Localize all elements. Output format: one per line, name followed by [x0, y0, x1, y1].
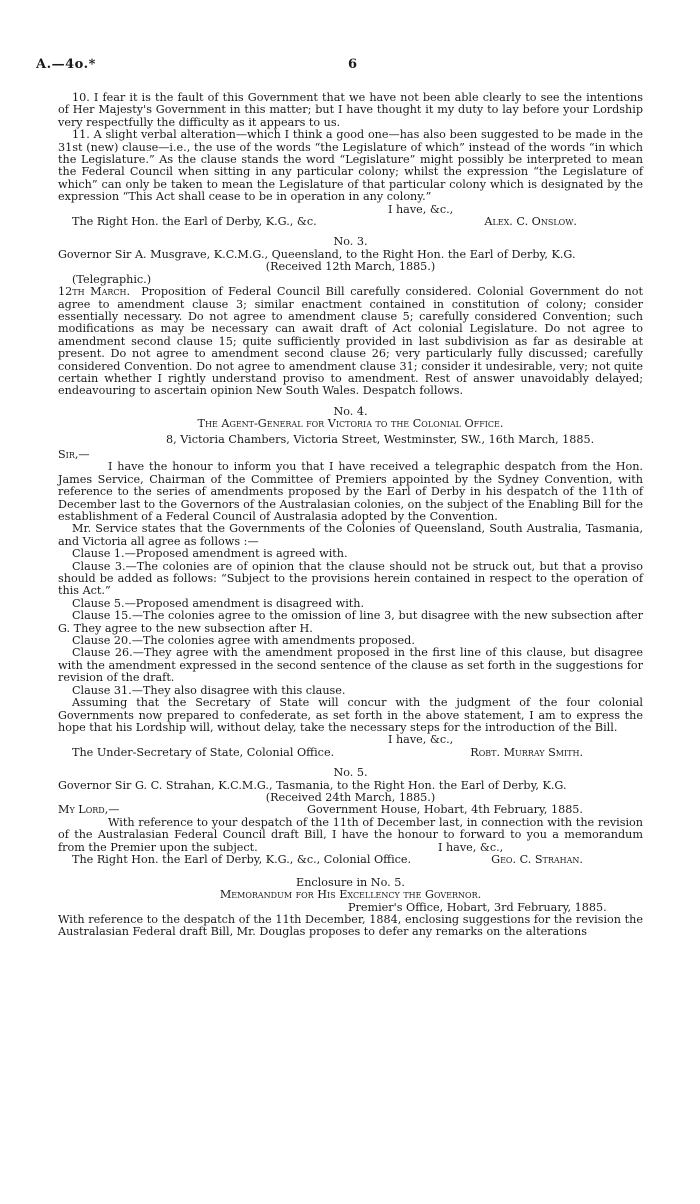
- no3-title-text: Governor Sir A. Musgrave, K.C.M.G., Queensland, to the Right Hon. the Earl of Derby, K.G.: [58, 247, 576, 261]
- enclosure-address: Premier's Office, Hobart, 3rd February, 1885.: [348, 900, 607, 914]
- section-no5-title: Governor Sir G. C. Strahan, K.C.M.G., Tasmania, to the Right Hon. the Earl of Derby, K.G.: [58, 778, 567, 792]
- memorandum-title: Memorandum for His Excellency the Governor.: [219, 888, 482, 902]
- clause-list: [58, 548, 643, 697]
- page-header: [36, 57, 660, 73]
- clause-item: Clause 1.—Proposed amendment is agreed with.: [72, 547, 348, 561]
- section-no4-number: No. 4.: [333, 404, 368, 418]
- no3-body-text: Proposition of Federal Council Bill carefully considered. Colonial Government do not agree to amendment clause 3; similar enactment contained in constitution of colony; consider essentially necessary. Do not agree to amendment clause 5; carefully considered Convention; such modifications as may be necessary can await draft of Act colonial Legislature. Do not agree to amendment second clause 15; quite sufficiently provided in last subdivision as far as desirable at present. Do not agree to amendment second clause 26; very particularly fully discussed; carefully considered Convention. Do not agree to amendment clause 31; consider it undesirable, very; not quite certain whether I rightly understand proviso to amendment. Rest of answer unavoidably delayed; endeavouring to ascertain opinion New South Wales. Despatch follows.: [58, 285, 643, 398]
- paragraph-10: 10. I fear it is the fault of this Government that we have not been able clearly to see the intentions of Her Majesty's Government in this matter; but I have thought it my duty to lay before your Lordship very respectfully the difficulty as it appears to us.: [58, 91, 643, 129]
- no5-address: Government House, Hobart, 4th February, 1885.: [307, 803, 583, 817]
- no4-close: I have, &c.,: [388, 733, 454, 747]
- section-no3-number: No. 3.: [333, 235, 368, 249]
- no5-body: With reference to your despatch of the 11th of December last, in connection with the revision of the Australasian Federal Council draft Bill, I have the honour to forward to you a memorandum from the Premier upon the subject.: [58, 815, 643, 854]
- no4-salutation: Sir,—: [58, 447, 90, 461]
- no3-telegraphic: (Telegraphic.): [72, 272, 152, 286]
- no4-para2: Mr. Service states that the Governments of the Colonies of Queensland, South Australia, Tasmania, and Victoria all agree as follows :—: [58, 522, 643, 548]
- recipient: The Right Hon. the Earl of Derby, K.G., &c.: [72, 215, 317, 229]
- clause-item: Clause 15.—The colonies agree to the omission of line 3, but disagree with the new subsection after G. They agree to the new subsection after H.: [58, 609, 643, 635]
- no4-address: 8, Victoria Chambers, Victoria Street, Westminster, SW., 16th March, 1885.: [166, 432, 595, 446]
- no4-para3: Assuming that the Secretary of State will concur with the judgment of the four colonial Governments now prepared to confederate, as set forth in the above statement, I am to express the hope that his Lordship will, without delay, take the necessary steps for the introduction of the Bill.: [58, 696, 643, 734]
- no3-received: (Received 12th March, 1885.): [265, 260, 436, 274]
- closing-have: I have, &c.,: [388, 202, 454, 216]
- no4-signatory: Robt. Murray Smith.: [470, 745, 583, 759]
- signatory: Alex. C. Onslow.: [484, 215, 577, 229]
- document-body: [58, 92, 643, 939]
- enclosure-body: With reference to the despatch of the 11th December, 1884, enclosing suggestions for the revision the Australasian Federal draft Bill, Mr. Douglas proposes to defer any remarks on the alterations: [58, 913, 643, 939]
- clause-item: Clause 3.—The colonies are of opinion that the clause should not be struck out, but that a proviso should be added as follows: “Subject to the provisions herein contained in respect to the operation of this Act.”: [58, 559, 643, 598]
- clause-item: Clause 20.—The colonies agree with amendments proposed.: [72, 634, 415, 648]
- no5-received: (Received 24th March, 1885.): [265, 790, 436, 804]
- clause-item: Clause 5.—Proposed amendment is disagreed with.: [72, 596, 365, 610]
- no4-para1: I have the honour to inform you that I have received a telegraphic despatch from the Hon. James Service, Chairman of the Committee of Premiers appointed by the Sydney Convention, with reference to the series of amendments proposed by the Earl of Derby in his despatch of the 11th of December last to the Governors of the Australasian colonies, on the subject of the Enabling Bill for the establishment of a Federal Council of Australasia adopted by the Convention.: [58, 460, 643, 523]
- section-no4-title: The Agent-General for Victoria to the Colonial Office.: [197, 417, 504, 431]
- paragraph-11: 11. A slight verbal alteration—which I think a good one—has also been suggested to be made in the 31st (new) clause—i.e., the use of the words “the Legislature of which” instead of the words “in which the Legislature.” As the clause stands the word “Legislature” might possibly be interpreted to mean the Federal Council when sitting in any particular colony; whilst the expression “the Legislature of which” can only be taken to mean the Legislature of that particular colony which is designated by the expression “This Act shall cease to be in operation in any colony.”: [58, 128, 643, 204]
- signature-line: [58, 216, 643, 228]
- enclosure-title: Enclosure in No. 5.: [296, 875, 405, 889]
- no4-signature-line: [58, 747, 643, 759]
- no5-recipient: The Right Hon. the Earl of Derby, K.G., &c., Colonial Office.: [72, 853, 412, 867]
- no4-recipient: The Under-Secretary of State, Colonial Office.: [72, 745, 335, 759]
- document-reference: A.—4o.*: [36, 57, 96, 72]
- clause-item: Clause 31.—They also disagree with this clause.: [72, 683, 346, 697]
- page-number: 6: [348, 57, 358, 72]
- no5-salutation-row: [58, 804, 643, 816]
- section-no5-number: No. 5.: [333, 766, 368, 780]
- no5-signatory: Geo. C. Strahan.: [491, 853, 583, 867]
- no5-signature-line: [58, 854, 643, 866]
- no3-date: 12th March.: [58, 285, 131, 299]
- no5-close: I have, &c.,: [438, 840, 504, 854]
- no5-salutation: My Lord,—: [58, 803, 120, 817]
- clause-item: Clause 26.—They agree with the amendment proposed in the first line of this clause, but disagree with the amendment expressed in the second sentence of the clause as set forth in the suggestions for revision of the draft.: [58, 646, 643, 685]
- no3-body: [58, 286, 643, 398]
